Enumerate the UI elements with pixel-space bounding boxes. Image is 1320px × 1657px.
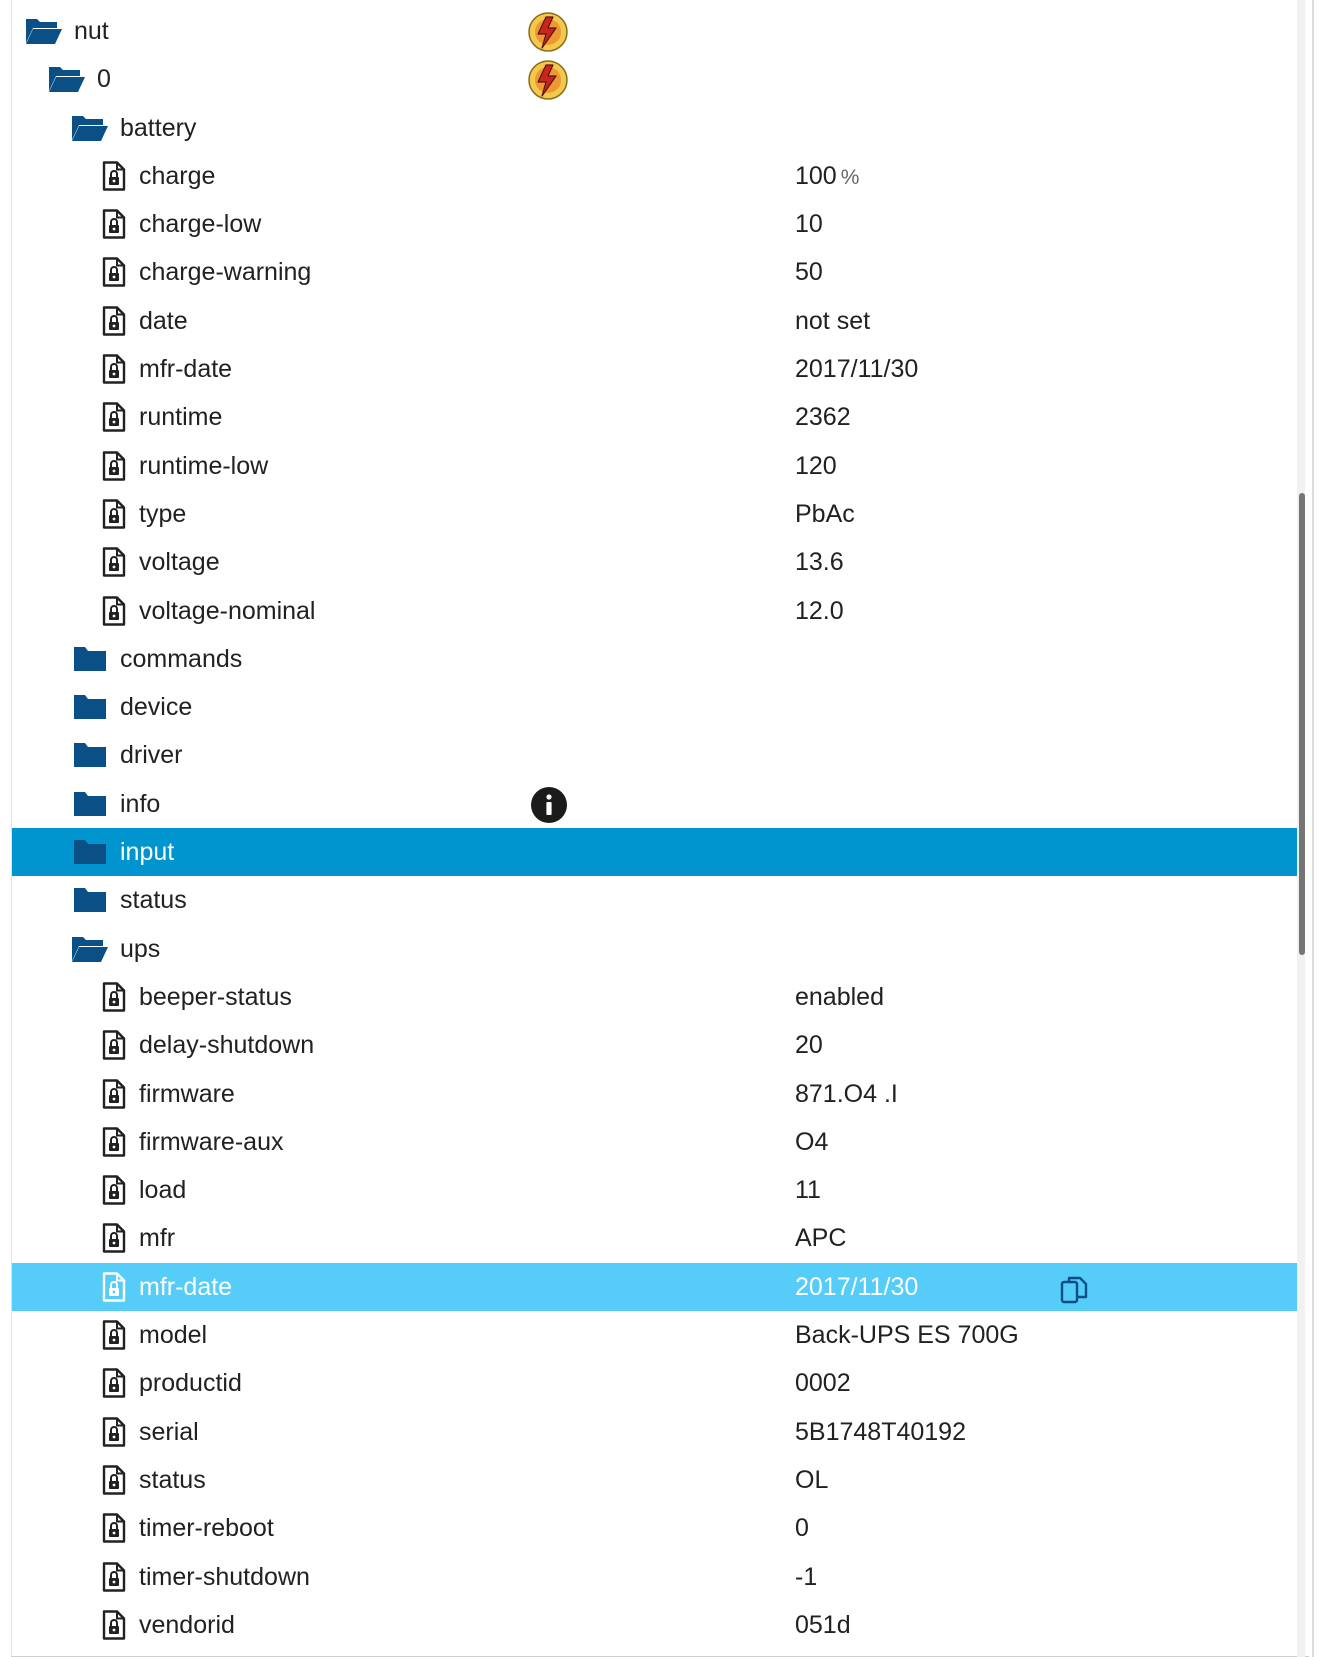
state-value bbox=[795, 1553, 817, 1601]
state-file-icon bbox=[98, 1601, 130, 1649]
state-file-icon bbox=[98, 1311, 130, 1359]
state-value bbox=[795, 490, 855, 538]
state-row[interactable] bbox=[12, 1263, 1297, 1311]
state-row[interactable] bbox=[12, 1070, 1297, 1118]
state-file-icon bbox=[98, 1456, 130, 1504]
folder-label: ups bbox=[120, 934, 161, 963]
state-file-icon bbox=[98, 345, 130, 393]
state-row[interactable] bbox=[12, 1504, 1297, 1552]
state-value bbox=[795, 442, 837, 490]
state-name: charge-warning bbox=[139, 258, 312, 287]
state-file-icon bbox=[98, 1214, 130, 1262]
folder-open-icon bbox=[47, 55, 87, 103]
state-row[interactable] bbox=[12, 1311, 1297, 1359]
state-row[interactable] bbox=[12, 393, 1297, 441]
state-name: date bbox=[139, 306, 188, 335]
state-row[interactable] bbox=[12, 587, 1297, 635]
state-name: runtime bbox=[139, 403, 223, 432]
state-value bbox=[795, 393, 851, 441]
state-file-icon bbox=[98, 1408, 130, 1456]
folder-icon bbox=[70, 876, 110, 924]
state-row[interactable] bbox=[12, 1021, 1297, 1069]
state-name: mfr-date bbox=[139, 355, 233, 384]
state-value bbox=[795, 1118, 828, 1166]
folder-open-icon bbox=[70, 925, 110, 973]
nut-adapter-icon bbox=[527, 11, 569, 53]
state-file-icon bbox=[98, 1504, 130, 1552]
state-value-text: 871.O4 .I bbox=[795, 1079, 898, 1108]
folder-row[interactable] bbox=[12, 925, 1297, 973]
state-value-text: 0002 bbox=[795, 1369, 851, 1398]
state-unit: % bbox=[840, 165, 860, 189]
state-name: firmware-aux bbox=[139, 1127, 284, 1156]
state-file-icon bbox=[98, 200, 130, 248]
state-name: firmware bbox=[139, 1079, 235, 1108]
state-name: model bbox=[139, 1321, 208, 1350]
state-row[interactable] bbox=[12, 1166, 1297, 1214]
folder-row[interactable] bbox=[12, 731, 1297, 779]
state-value bbox=[795, 1359, 851, 1407]
state-value-text: OL bbox=[795, 1465, 829, 1494]
state-name: voltage bbox=[139, 548, 220, 577]
state-value bbox=[795, 200, 823, 248]
folder-open-icon bbox=[24, 7, 64, 55]
state-value bbox=[795, 248, 823, 296]
state-value bbox=[795, 1070, 898, 1118]
state-value-text: APC bbox=[795, 1224, 847, 1253]
object-tree bbox=[12, 7, 1297, 1649]
folder-icon bbox=[70, 635, 110, 683]
state-name: type bbox=[139, 499, 187, 528]
state-name: productid bbox=[139, 1369, 242, 1398]
state-value bbox=[795, 1166, 821, 1214]
state-value bbox=[795, 297, 870, 345]
state-value-text: 2362 bbox=[795, 403, 851, 432]
folder-icon bbox=[70, 828, 110, 876]
state-value-text: 13.6 bbox=[795, 548, 844, 577]
state-file-icon bbox=[98, 1070, 130, 1118]
state-value-text: 50 bbox=[795, 258, 823, 287]
state-row[interactable] bbox=[12, 1408, 1297, 1456]
folder-open-icon bbox=[70, 104, 110, 152]
state-name: charge-low bbox=[139, 210, 262, 239]
state-name: mfr bbox=[139, 1224, 176, 1253]
state-value-text: enabled bbox=[795, 982, 884, 1011]
folder-icon bbox=[70, 731, 110, 779]
folder-label: 0 bbox=[97, 65, 111, 94]
state-value bbox=[795, 152, 859, 202]
panel-right-border bbox=[1312, 0, 1314, 1657]
state-name: runtime-low bbox=[139, 451, 269, 480]
state-name: timer-shutdown bbox=[139, 1562, 310, 1591]
state-value-text: 120 bbox=[795, 451, 837, 480]
state-file-icon bbox=[98, 248, 130, 296]
state-value-text: Back-UPS ES 700G bbox=[795, 1321, 1019, 1350]
state-row[interactable] bbox=[12, 200, 1297, 248]
state-value-text: 0 bbox=[795, 1514, 809, 1543]
folder-label: status bbox=[120, 886, 187, 915]
state-row[interactable] bbox=[12, 1214, 1297, 1262]
folder-label: input bbox=[120, 838, 175, 867]
folder-row[interactable] bbox=[12, 876, 1297, 924]
state-value-text: 12.0 bbox=[795, 596, 844, 625]
state-value-text: O4 bbox=[795, 1127, 829, 1156]
state-value bbox=[795, 345, 918, 393]
state-value-text: -1 bbox=[795, 1562, 818, 1591]
state-file-icon bbox=[98, 1553, 130, 1601]
state-value bbox=[795, 1601, 851, 1649]
state-value-text: 2017/11/30 bbox=[795, 1272, 919, 1301]
state-value-text: 051d bbox=[795, 1610, 851, 1639]
state-value bbox=[795, 1504, 809, 1552]
state-row[interactable] bbox=[12, 1601, 1297, 1649]
state-value-text: 20 bbox=[795, 1031, 823, 1060]
folder-row[interactable] bbox=[12, 104, 1297, 152]
state-row[interactable] bbox=[12, 1118, 1297, 1166]
folder-row[interactable] bbox=[12, 7, 1297, 55]
state-row[interactable] bbox=[12, 1359, 1297, 1407]
state-value-text: 2017/11/30 bbox=[795, 355, 919, 384]
state-file-icon bbox=[98, 1359, 130, 1407]
folder-icon bbox=[70, 780, 110, 828]
state-row[interactable] bbox=[12, 345, 1297, 393]
nut-adapter-icon bbox=[527, 59, 569, 101]
state-name: mfr-date bbox=[139, 1272, 233, 1301]
state-file-icon bbox=[98, 1021, 130, 1069]
state-row[interactable] bbox=[12, 1456, 1297, 1504]
state-value-text: 5B1748T40192 bbox=[795, 1417, 966, 1446]
state-name: delay-shutdown bbox=[139, 1031, 315, 1060]
state-row[interactable] bbox=[12, 538, 1297, 586]
state-row[interactable] bbox=[12, 442, 1297, 490]
state-file-icon bbox=[98, 442, 130, 490]
state-name: load bbox=[139, 1176, 187, 1205]
state-value bbox=[795, 1263, 918, 1311]
info-icon[interactable] bbox=[531, 787, 567, 823]
folder-label: commands bbox=[120, 644, 243, 673]
copy-icon[interactable] bbox=[1060, 1273, 1088, 1303]
folder-icon bbox=[70, 683, 110, 731]
state-file-icon bbox=[98, 587, 130, 635]
state-name: serial bbox=[139, 1417, 199, 1446]
state-value bbox=[795, 1311, 1019, 1359]
state-row[interactable] bbox=[12, 490, 1297, 538]
state-file-icon bbox=[98, 490, 130, 538]
state-file-icon bbox=[98, 152, 130, 200]
state-name: timer-reboot bbox=[139, 1514, 274, 1543]
state-name: status bbox=[139, 1465, 206, 1494]
folder-label: nut bbox=[74, 17, 109, 45]
state-file-icon bbox=[98, 1118, 130, 1166]
state-value-text: 11 bbox=[795, 1176, 821, 1205]
state-name: vendorid bbox=[139, 1610, 235, 1639]
state-value bbox=[795, 1214, 846, 1262]
state-file-icon bbox=[98, 393, 130, 441]
folder-label: battery bbox=[120, 113, 197, 142]
state-file-icon bbox=[98, 1263, 130, 1311]
state-row[interactable] bbox=[12, 248, 1297, 296]
state-value bbox=[795, 538, 844, 586]
state-name: voltage-nominal bbox=[139, 596, 316, 625]
state-name: charge bbox=[139, 161, 216, 190]
state-value-text: 100 bbox=[795, 161, 837, 190]
state-name: beeper-status bbox=[139, 982, 292, 1011]
state-value bbox=[795, 1456, 828, 1504]
state-row[interactable] bbox=[12, 152, 1297, 200]
state-row[interactable] bbox=[12, 297, 1297, 345]
folder-row[interactable] bbox=[12, 780, 1297, 828]
state-value-text: 10 bbox=[795, 210, 823, 239]
folder-row[interactable] bbox=[12, 683, 1297, 731]
state-value-text: PbAc bbox=[795, 499, 855, 528]
state-row[interactable] bbox=[12, 973, 1297, 1021]
state-value bbox=[795, 1408, 966, 1456]
folder-label: device bbox=[120, 693, 193, 722]
folder-row[interactable] bbox=[12, 55, 1297, 103]
state-value bbox=[795, 1021, 823, 1069]
folder-label: info bbox=[120, 789, 161, 818]
folder-label: driver bbox=[120, 741, 183, 770]
state-file-icon bbox=[98, 297, 130, 345]
folder-row[interactable] bbox=[12, 828, 1297, 876]
scrollbar-thumb[interactable] bbox=[1299, 493, 1305, 955]
folder-row[interactable] bbox=[12, 635, 1297, 683]
state-value-text: not set bbox=[795, 306, 871, 335]
state-value bbox=[795, 587, 844, 635]
state-file-icon bbox=[98, 538, 130, 586]
state-row[interactable] bbox=[12, 1553, 1297, 1601]
state-file-icon bbox=[98, 973, 130, 1021]
state-file-icon bbox=[98, 1166, 130, 1214]
state-value bbox=[795, 973, 884, 1021]
